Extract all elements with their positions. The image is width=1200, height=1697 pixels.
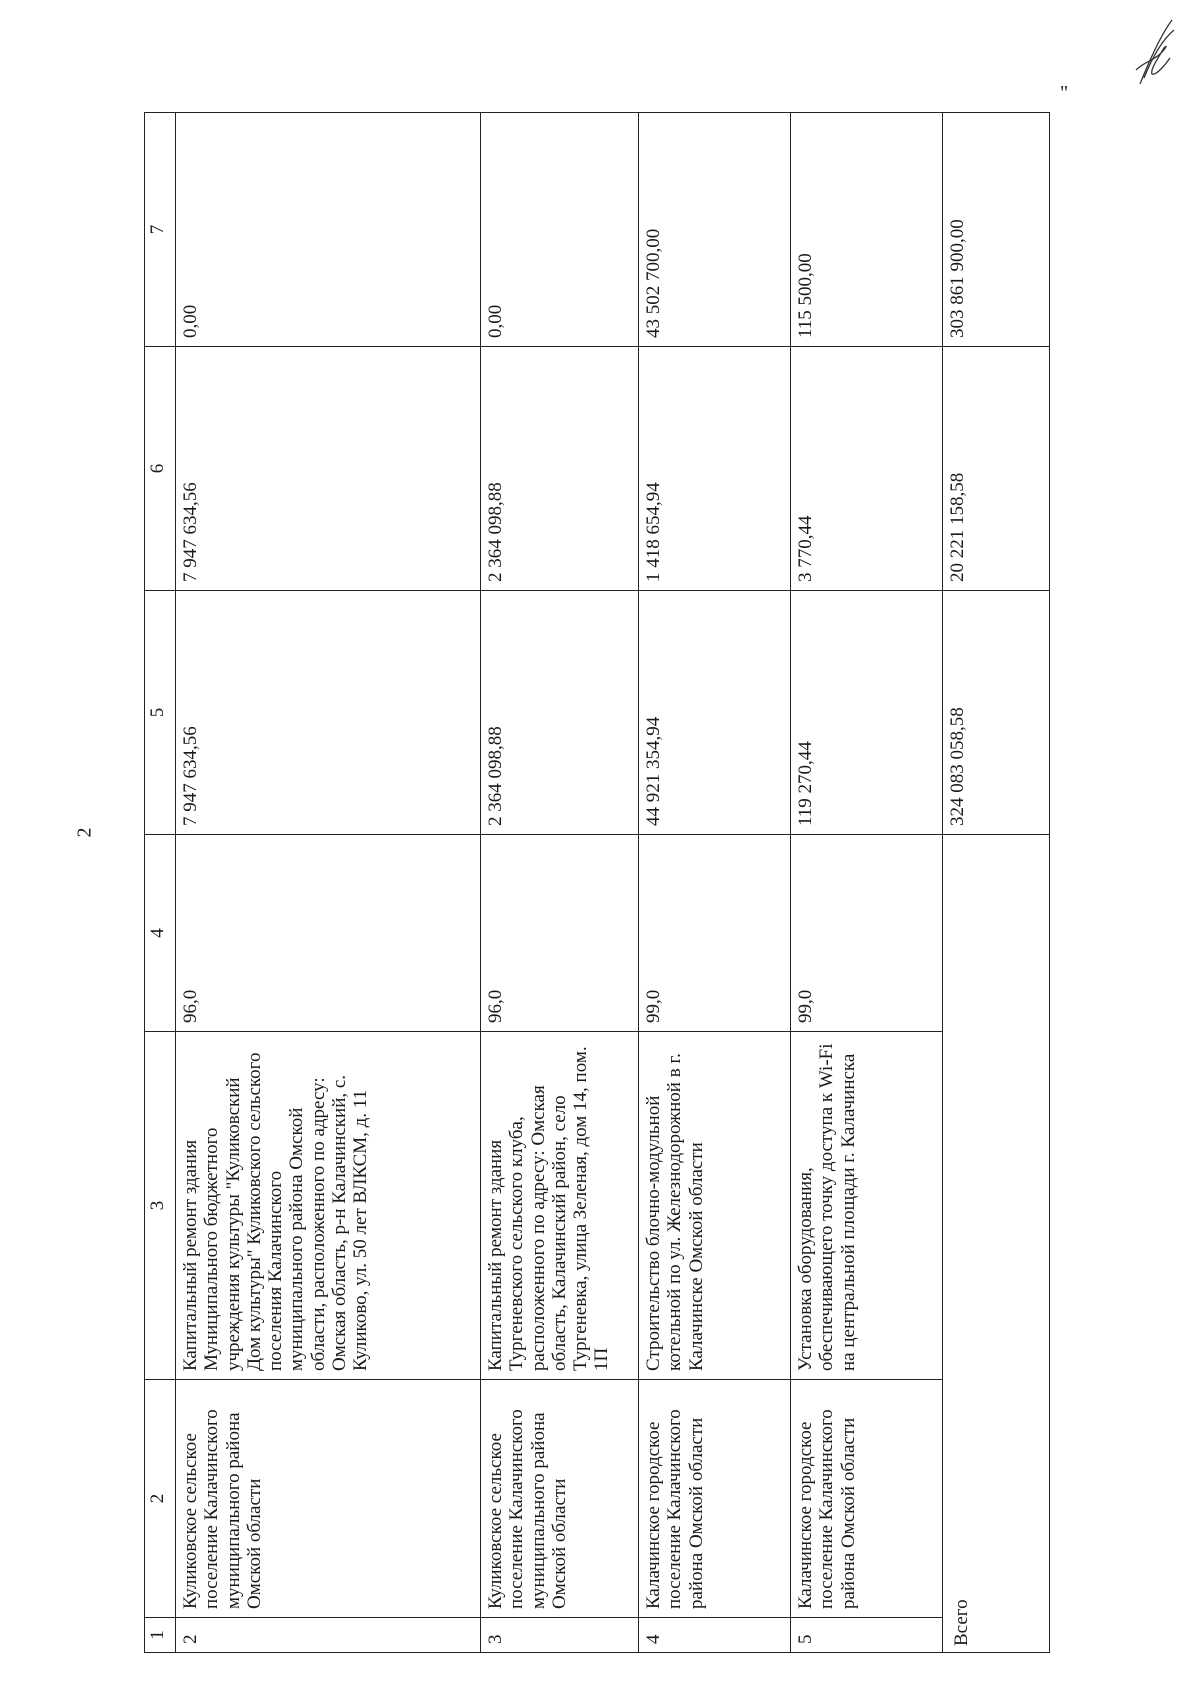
object-cell: Капитальный ремонт здания Тургеневского сельского клуба, расположенного по адресу: Омская область, Калачинский район, село Тургеневка, улица Зеленая, дом 14, пом. 1П bbox=[481, 1032, 639, 1380]
header-row bbox=[145, 113, 176, 1653]
total-value-7: 303 861 900,00 bbox=[943, 113, 1050, 347]
header-cell: 4 bbox=[145, 835, 176, 1032]
recipient-cell: Куликовское сельское поселение Калачинского муниципального района Омской области bbox=[176, 1380, 481, 1618]
table-row bbox=[639, 113, 791, 1653]
value-cell-4: 99,0 bbox=[791, 835, 943, 1032]
closing-quote-mark: " bbox=[1060, 82, 1069, 104]
value-cell-5: 7 947 634,56 bbox=[176, 591, 481, 835]
value-cell-7: 0,00 bbox=[481, 113, 639, 347]
recipient-cell: Калачинское городское поселение Калачинского района Омской области bbox=[639, 1380, 791, 1618]
recipient-cell: Куликовское сельское поселение Калачинского муниципального района Омской области bbox=[481, 1380, 639, 1618]
total-value-5: 324 083 058,58 bbox=[943, 591, 1050, 835]
header-cell: 7 bbox=[145, 113, 176, 347]
value-cell-6: 1 418 654,94 bbox=[639, 347, 791, 591]
value-cell-5: 2 364 098,88 bbox=[481, 591, 639, 835]
data-table bbox=[144, 112, 1050, 1653]
value-cell-6: 2 364 098,88 bbox=[481, 347, 639, 591]
object-cell: Установка оборудования, обеспечивающего точку доступа к Wi-Fi на центральной площади г. Калачинска bbox=[791, 1032, 943, 1380]
row-number: 4 bbox=[639, 1618, 791, 1653]
value-cell-4: 96,0 bbox=[176, 835, 481, 1032]
row-number: 5 bbox=[791, 1618, 943, 1653]
page-number: 2 bbox=[73, 827, 96, 838]
value-cell-7: 0,00 bbox=[176, 113, 481, 347]
value-cell-4: 99,0 bbox=[639, 835, 791, 1032]
value-cell-6: 7 947 634,56 bbox=[176, 347, 481, 591]
recipient-cell: Калачинское городское поселение Калачинского района Омской области bbox=[791, 1380, 943, 1618]
object-cell: Капитальный ремонт здания Муниципального бюджетного учреждения культуры "Куликовский Дом культуры" Куликовского сельского поселения Калачинского муниципального района Омской области, расположенного по адресу: Омская область, р-н Калачинский, с. Куликово, ул. 50 лет ВЛКСМ, д. 11 bbox=[176, 1032, 481, 1380]
value-cell-7: 43 502 700,00 bbox=[639, 113, 791, 347]
value-cell-5: 119 270,44 bbox=[791, 591, 943, 835]
total-row bbox=[943, 113, 1050, 1653]
header-cell: 1 bbox=[145, 1618, 176, 1653]
table-row bbox=[176, 113, 481, 1653]
value-cell-6: 3 770,44 bbox=[791, 347, 943, 591]
object-cell: Строительство блочно-модульной котельной по ул. Железнодорожной в г. Калачинске Омской области bbox=[639, 1032, 791, 1380]
header-cell: 6 bbox=[145, 347, 176, 591]
table-container bbox=[144, 113, 1200, 1646]
total-label: Всего bbox=[943, 835, 1050, 1653]
handwritten-signature bbox=[1130, 14, 1180, 89]
total-value-6: 20 221 158,58 bbox=[943, 347, 1050, 591]
value-cell-4: 96,0 bbox=[481, 835, 639, 1032]
table-row bbox=[791, 113, 943, 1653]
header-cell: 3 bbox=[145, 1032, 176, 1380]
header-cell: 5 bbox=[145, 591, 176, 835]
header-cell: 2 bbox=[145, 1380, 176, 1618]
row-number: 3 bbox=[481, 1618, 639, 1653]
table-row bbox=[481, 113, 639, 1653]
value-cell-5: 44 921 354,94 bbox=[639, 591, 791, 835]
row-number: 2 bbox=[176, 1618, 481, 1653]
value-cell-7: 115 500,00 bbox=[791, 113, 943, 347]
